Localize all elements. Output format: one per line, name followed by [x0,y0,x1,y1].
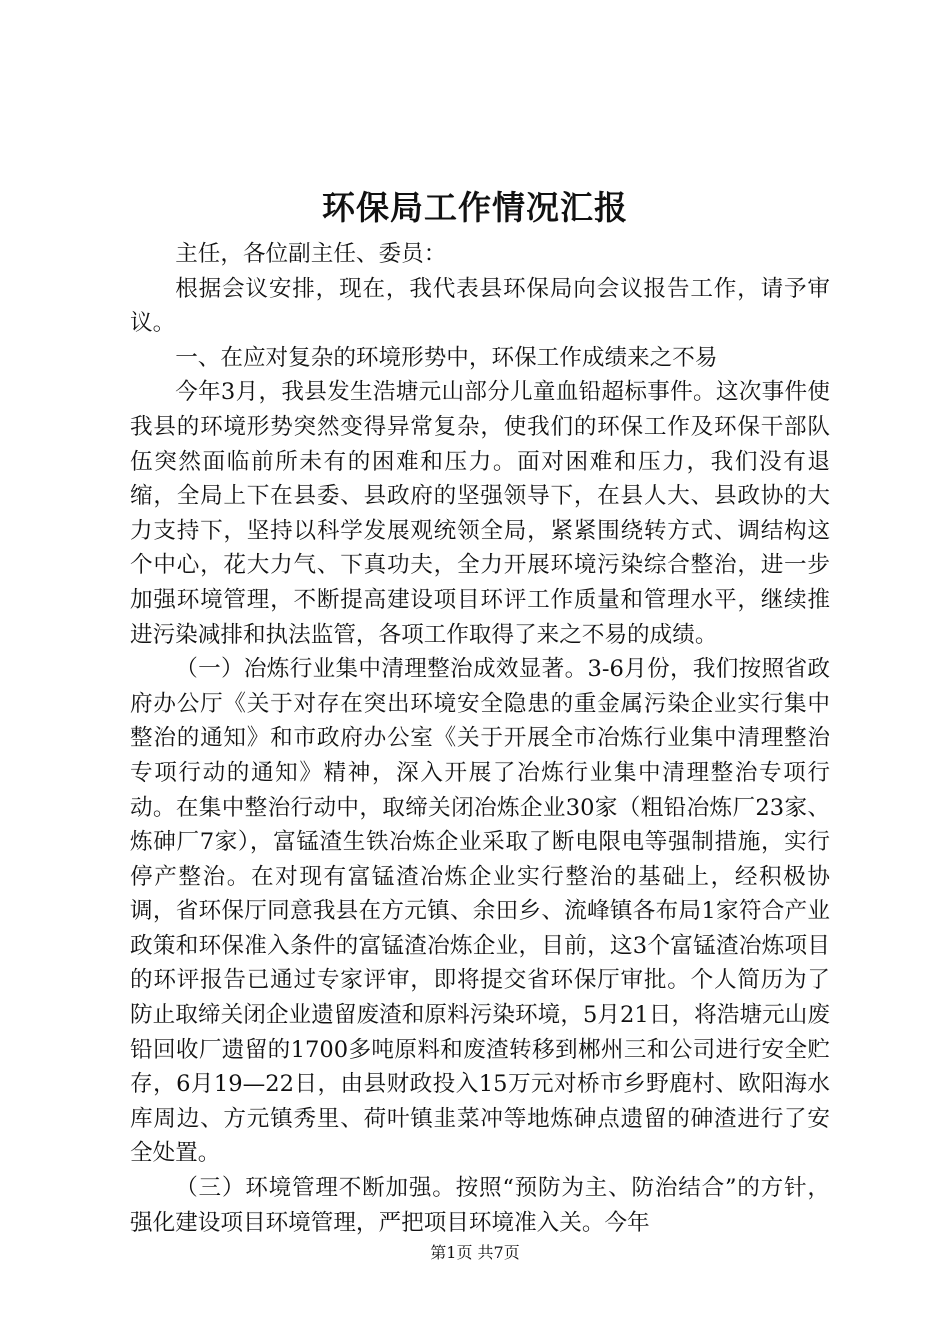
salutation-paragraph: 主任，各位副主任、委员： [175,241,447,267]
body-paragraph: 今年3月，我县发生浩塘元山部分儿童血铅超标事件。这次事件使我县的环境形势突然变得异常复杂，使我们的环保工作及环保干部队伍突然面临前所未有的困难和压力。面对困难和压力，我们没有退缩，全局上下在县委、县政府的坚强领导下，在县人大、县政协的大力支持下，坚持以科学发展观统领全局，紧紧围绕转方式、调结构这个中心，花大力气、下真功夫，全力开展环境污染综合整治，进一步加强环境管理，不断提高建设项目环评工作质量和管理水平，继续推进污染减排和执法监管，各项工作取得了来之不易的成绩。 [130,379,830,648]
intro-paragraph: 根据会议安排，现在，我代表县环保局向会议报告工作，请予审议。 [130,275,830,337]
body-paragraph: （三）环境管理不断加强。按照“预防为主、防治结合”的方针，强化建设项目环境管理，严把项目环境准入关。今年 [130,1175,830,1236]
document-body [130,237,830,1240]
section-heading: 一、在应对复杂的环境形势中，环保工作成绩来之不易 [175,344,718,371]
page-number-footer: 第1页 共7页 [430,1243,520,1262]
body-paragraph: （一）冶炼行业集中清理整治成效显著。3-6月份，我们按照省政府办公厅《关于对存在突出环境安全隐患的重金属污染企业实行集中整治的通知》和市政府办公室《关于开展全市冶炼行业集中清理整治专项行动的通知》精神，深入开展了冶炼行业集中清理整治专项行动。在集中整治行动中，取缔关闭冶炼企业30家（粗铅冶炼厂23家、炼砷厂7家），富锰渣生铁冶炼企业采取了断电限电等强制措施，实行停产整治。在对现有富锰渣冶炼企业实行整治的基础上，经积极协调，省环保厅同意我县在方元镇、余田乡、流峰镇各布局1家符合产业政策和环保准入条件的富锰渣冶炼企业，目前，这3个富锰渣冶炼项目的环评报告已通过专家评审，即将提交省环保厅审批。个人简历为了防止取缔关闭企业遗留废渣和原料污染环境，5月21日，将浩塘元山废铅回收厂遗留的1700多吨原料和废渣转移到郴州三和公司进行安全贮存，6月19—22日，由县财政投入15万元对桥市乡野鹿村、欧阳海水库周边、方元镇秀里、荷叶镇韭菜冲等地炼砷点遗留的砷渣进行了安全处置。 [130,656,830,1167]
document-title: 环保局工作情况汇报 [322,188,628,227]
